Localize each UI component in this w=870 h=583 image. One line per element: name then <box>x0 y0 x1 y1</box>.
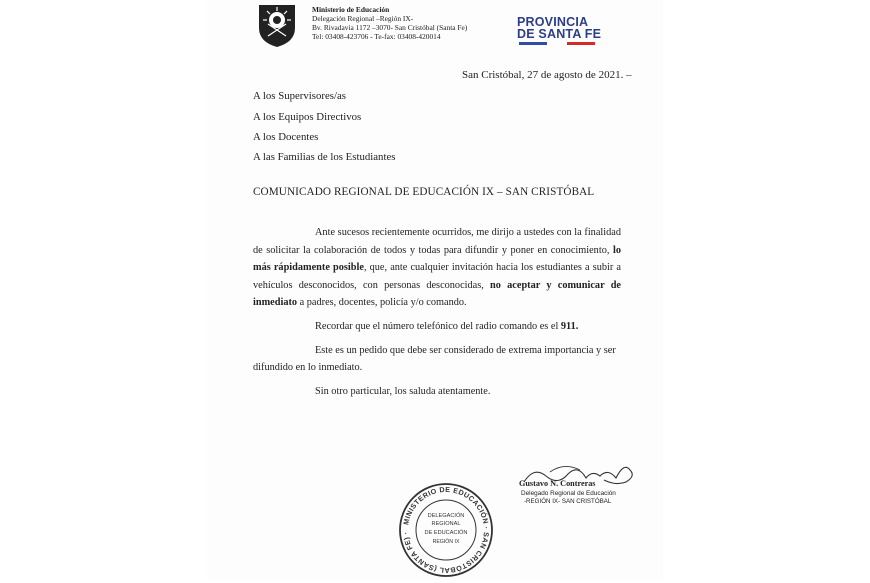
svg-text:REGIONAL: REGIONAL <box>431 521 461 527</box>
signatory-region: -REGIÓN IX- SAN CRISTÓBAL <box>524 498 612 505</box>
province-line-1: PROVINCIA <box>517 15 589 29</box>
signatory-name: Gustavo N. Contreras <box>519 479 596 488</box>
header-phones: Tel: 03408-423706 - Te-fax: 03408-420014 <box>312 32 441 41</box>
province-line-2: DE SANTA FE <box>517 27 602 41</box>
letter-body <box>253 224 621 406</box>
recipient-line: A los Equipos Directivos <box>253 111 362 123</box>
ministry-header <box>312 5 467 41</box>
ministry-name: Ministerio de Educación <box>312 5 390 14</box>
coat-of-arms-logo <box>256 2 298 48</box>
official-stamp <box>398 482 494 578</box>
header-address: Bv. Rivadavia 1172 –3070- San Cristóbal (Santa Fe) <box>312 23 468 32</box>
letter-date: San Cristóbal, 27 de agosto de 2021. – <box>462 69 632 81</box>
recipient-line: A los Supervisores/as <box>253 90 346 102</box>
recipient-line: A las Familias de los Estudiantes <box>253 151 396 163</box>
recipient-line: A los Docentes <box>253 131 319 143</box>
handwritten-signature <box>520 460 640 494</box>
communique-title: COMUNICADO REGIONAL DE EDUCACIÓN IX – SAN CRISTÓBAL <box>253 186 595 198</box>
svg-text:MINISTERIO DE EDUCACIÓN · SAN: MINISTERIO DE EDUCACIÓN · SAN CRISTÓBAL (SANTA FE) · <box>401 484 492 576</box>
paragraph-emergency-number: Recordar que el número telefónico del radio comando es el 911. <box>315 320 579 332</box>
paragraph-importance: Este es un pedido que debe ser considerado de extrema importancia y ser difundido en lo inmediato. <box>253 344 616 374</box>
province-flag-bar <box>519 42 605 45</box>
svg-text:DE EDUCACIÓN: DE EDUCACIÓN <box>424 530 468 536</box>
delegation-name: Delegación Regional –Región IX- <box>312 14 414 23</box>
paragraph-main: Ante sucesos recientemente ocurridos, me dirijo a ustedes con la finalidad de solicitar la colaboración de todos y todas para difundir y poner en conocimiento, lo más rápidamente posible, que, ante cualquier invitación hacia los estudiantes a subir a vehículos desconocidos, con personas desconocidas, no aceptar y comunicar de inmediato a padres, docentes, policía y/o comando. <box>253 227 621 309</box>
svg-text:DELEGACIÓN: DELEGACIÓN <box>427 513 465 519</box>
svg-text:REGIÓN IX: REGIÓN IX <box>432 539 460 545</box>
paragraph-closing: Sin otro particular, los saluda atentamente. <box>315 385 491 397</box>
signatory-role: Delegado Regional de Educación <box>521 490 616 497</box>
province-logo <box>517 16 601 40</box>
